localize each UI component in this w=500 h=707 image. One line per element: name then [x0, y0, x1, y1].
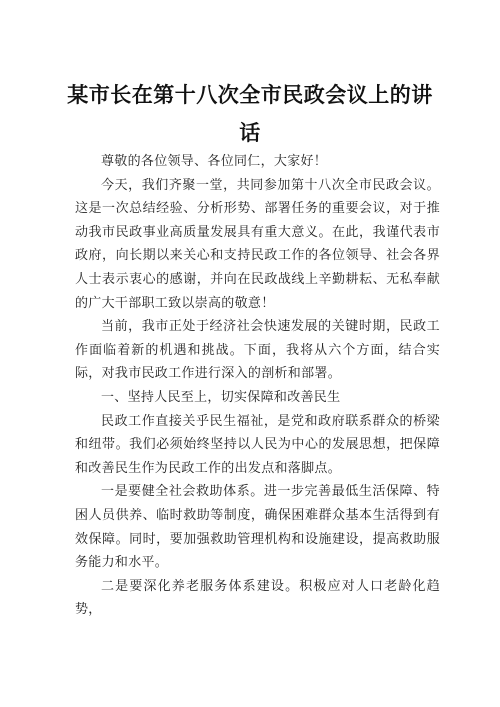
section-intro-paragraph: 民政工作直接关乎民生福祉，是党和政府联系群众的桥梁和纽带。我们必须始终坚持以人民为中心的发展思想，把保障和改善民生作为民政工作的出发点和落脚点。	[75, 413, 440, 476]
section-heading-1: 一、坚持人民至上，切实保障和改善民生	[101, 389, 341, 405]
point-two-paragraph: 二是要深化养老服务体系建设。积极应对人口老龄化趋势，	[75, 578, 440, 618]
document-title: 某市长在第十八次全市民政会议上的讲话	[67, 83, 433, 145]
context-paragraph: 当前，我市正处于经济社会快速发展的关键时期，民政工作面临着新的机遇和挑战。下面，我将从六个方面，结合实际，对我市民政工作进行深入的剖析和部署。	[75, 319, 440, 382]
greeting-paragraph: 尊敬的各位领导、各位同仁，大家好！	[101, 154, 328, 169]
opening-paragraph: 今天，我们齐聚一堂，共同参加第十八次全市民政会议。这是一次总结经验、分析形势、部署任务的重要会议，对于推动我市民政事业高质量发展具有重大意义。在此，我谨代表市政府，向长期以来关心和支持民政工作的各位领导、社会各界人士表示衷心的感谢，并向在民政战线上辛勤耕耘、无私奉献的广大干部职工致以崇高的敬意！	[75, 177, 440, 311]
document-body	[75, 150, 440, 622]
point-one-paragraph: 一是要健全社会救助体系。进一步完善最低生活保障、特困人员供养、临时救助等制度，确保困难群众基本生活得到有效保障。同时，要加强救助管理机构和设施建设，提高救助服务能力和水平。	[75, 484, 440, 571]
